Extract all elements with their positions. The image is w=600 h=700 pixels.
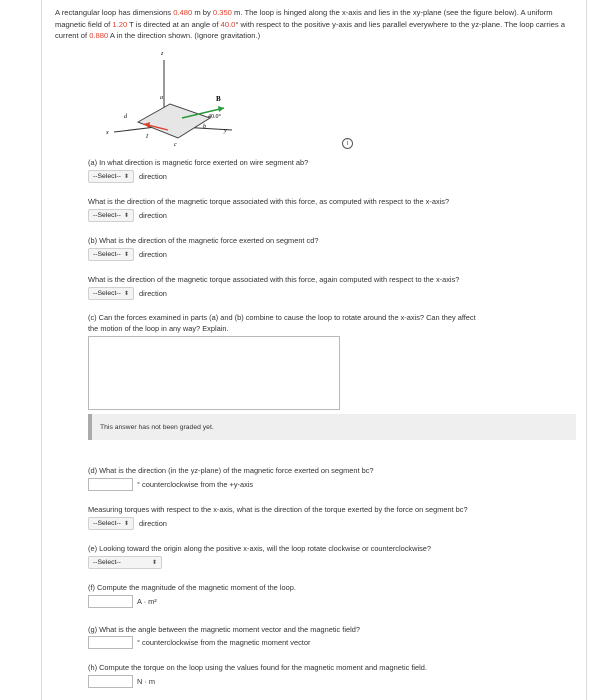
field-label: B	[216, 95, 221, 103]
answer-d-row	[88, 478, 253, 491]
unit-label: direction	[138, 519, 167, 528]
question-d: (d) What is the direction (in the yz-plane) of the magnetic force exerted on segment bc?	[88, 466, 374, 475]
problem-statement: A rectangular loop has dimensions 0.480 m by 0.350 m. The loop is hinged along the x-axis and lies in the xy-plane (see the figure below). A uniform magnetic field of 1.20 T is directed at an angle of 40.0° with respect to the positive y-axis and lies parallel everywhere to the yz-plane. The loop carries a current of 0.880 A in the direction shown. (Ignore gravitation.)	[55, 8, 565, 40]
loop-figure	[100, 46, 250, 158]
corner-c-label: c	[174, 142, 177, 148]
answer-d-torque-row	[88, 517, 167, 530]
question-b: (b) What is the direction of the magnetic force exerted on segment cd?	[88, 236, 319, 245]
current-label: I	[146, 134, 148, 140]
chevron-updown-icon: ⬍	[151, 560, 157, 566]
answer-g-input[interactable]	[88, 636, 133, 649]
question-b-torque: What is the direction of the magnetic torque associated with this force, again computed with respect to the x-axis?	[88, 275, 460, 284]
answer-g-unit: ° counterclockwise from the magnetic moment vector	[137, 638, 311, 647]
answer-d-unit: ° counterclockwise from the +y-axis	[137, 480, 254, 489]
width-value: 0.350	[212, 8, 232, 17]
field-value: 1.20	[112, 19, 128, 29]
answer-h-row	[88, 675, 155, 688]
corner-d-label: d	[124, 114, 127, 120]
select-d-torque[interactable]: --Select-- ⬍	[88, 517, 134, 530]
answer-f-row	[88, 595, 157, 608]
length-value: 0.480	[173, 8, 193, 17]
question-h: (h) Compute the torque on the loop using the values found for the magnetic moment and magnetic field.	[88, 663, 427, 672]
unit-label: direction	[138, 172, 167, 181]
x-axis-label: x	[106, 130, 109, 136]
answer-b-row	[88, 248, 167, 261]
current-value: 0.880	[89, 31, 109, 40]
info-icon[interactable]: i	[342, 138, 353, 149]
select-a-torque[interactable]: --Select-- ⬍	[88, 209, 134, 222]
question-e: (e) Looking toward the origin along the positive x-axis, will the loop rotate clockwise or counterclockwise?	[88, 544, 432, 553]
corner-a-label: a	[160, 95, 163, 101]
chevron-updown-icon: ⬍	[123, 213, 129, 219]
answer-b-torque-row	[88, 287, 167, 300]
question-d-torque: Measuring torques with respect to the x-axis, what is the direction of the torque exerted by the force on segment bc?	[88, 505, 468, 514]
unit-label: direction	[138, 211, 167, 220]
select-b-force[interactable]: --Select-- ⬍	[88, 248, 134, 261]
current-loop	[138, 104, 210, 138]
answer-h-input[interactable]	[88, 675, 133, 688]
answer-a-torque-row	[88, 209, 167, 222]
answer-d-input[interactable]	[88, 478, 133, 491]
question-g: (g) What is the angle between the magnetic moment vector and the magnetic field?	[88, 625, 360, 634]
question-f: (f) Compute the magnitude of the magnetic moment of the loop.	[88, 583, 296, 592]
angle-value: 40.0	[220, 19, 236, 29]
y-axis-label: y	[224, 128, 227, 134]
select-b-torque[interactable]: --Select-- ⬍	[88, 287, 134, 300]
chevron-updown-icon: ⬍	[123, 521, 129, 527]
answer-a-row	[88, 170, 167, 183]
chevron-updown-icon: ⬍	[123, 291, 129, 297]
select-a-force[interactable]: --Select-- ⬍	[88, 170, 134, 183]
chevron-updown-icon: ⬍	[123, 252, 129, 258]
z-axis-label: z	[161, 51, 164, 57]
question-c: (c) Can the forces examined in parts (a) and (b) combine to cause the loop to rotate around the x-axis? Can they affect the motion of the loop in any way? Explain.	[88, 313, 476, 333]
answer-f-input[interactable]	[88, 595, 133, 608]
select-e-rotation[interactable]: --Select-- ⬍	[88, 556, 162, 569]
graded-notice-text: This answer has not been graded yet.	[100, 424, 214, 431]
chevron-updown-icon: ⬍	[123, 174, 129, 180]
corner-b-label: b	[203, 124, 206, 130]
question-a-torque: What is the direction of the magnetic torque associated with this force, as computed with respect to the x-axis?	[88, 197, 450, 206]
answer-f-unit: A · m²	[137, 597, 157, 606]
question-a: (a) In what direction is magnetic force exerted on wire segment ab?	[88, 158, 309, 167]
graded-notice	[88, 414, 576, 440]
unit-label: direction	[138, 250, 167, 259]
answer-e-row	[88, 556, 162, 569]
angle-label: 40.0°	[208, 114, 221, 120]
answer-h-unit: N · m	[137, 677, 156, 686]
answer-c-textarea[interactable]	[88, 336, 340, 410]
answer-g-row	[88, 636, 310, 649]
unit-label: direction	[138, 289, 167, 298]
